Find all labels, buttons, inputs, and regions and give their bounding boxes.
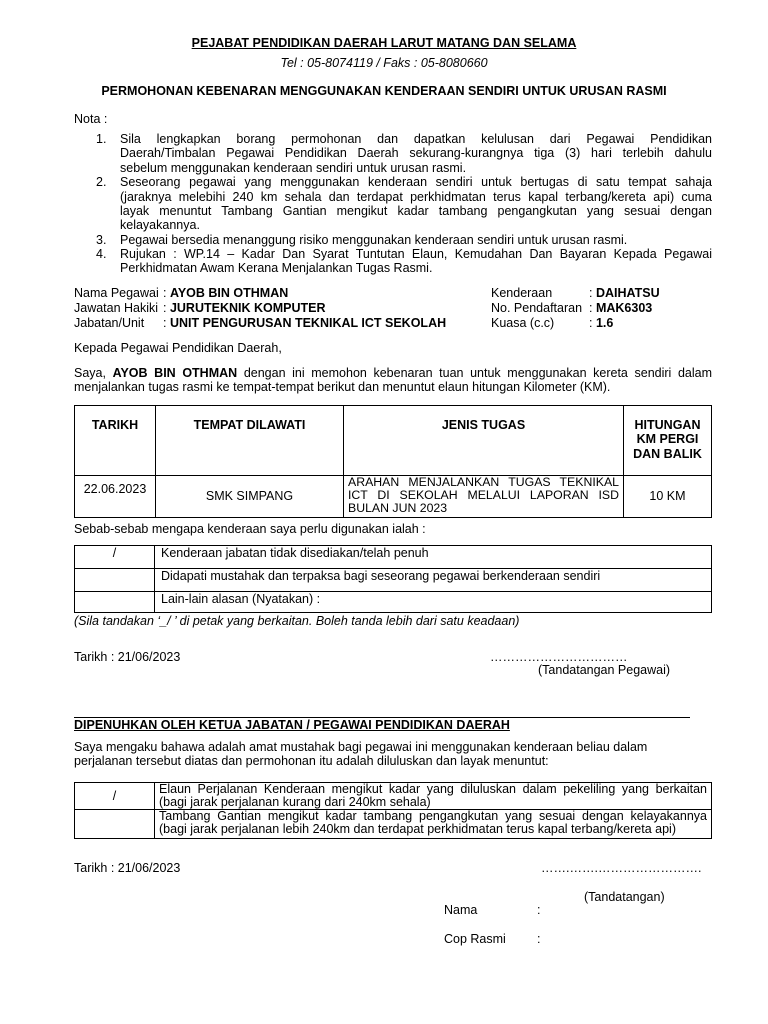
note-number: 3.	[96, 232, 107, 247]
vehicle-colon: : DAIHATSU	[589, 286, 660, 300]
officer-unit-label: Jabatan/Unit	[74, 316, 145, 330]
approval-line-1: Saya mengaku bahawa adalah amat mustahak bagi pegawai ini menggunakan kenderaan beliau dalam	[74, 740, 648, 754]
officer-name-label: Nama Pegawai	[74, 286, 159, 300]
col-header-place: TEMPAT DILAWATI	[156, 406, 344, 476]
reg-label: No. Pendaftaran	[491, 301, 583, 315]
task-line-2: ICT DI SEKOLAH MELALUI LAPORAN ISD	[348, 487, 619, 502]
approval-name-label: Nama	[444, 903, 478, 917]
letter-paragraph	[74, 366, 712, 395]
cc-value: 1.6	[595, 316, 614, 330]
trip-table	[74, 405, 712, 518]
col-header-task: JENIS TUGAS	[344, 406, 624, 476]
approval-checkbox-1[interactable]: /	[75, 783, 155, 810]
reasons-table	[74, 545, 712, 613]
reg-colon: : MAK6303	[589, 301, 653, 315]
approval-option-2-line-1: Tambang Gantian mengikut kadar tambang pengangkutan yang sesuai dengan kelayakannya	[159, 809, 707, 824]
officer-post-colon: : JURUTEKNIK KOMPUTER	[163, 301, 326, 315]
table-row	[75, 569, 712, 592]
reason-text-3: Lain-lain alasan (Nyatakan) :	[155, 592, 712, 613]
note-number: 2.	[96, 175, 107, 190]
note-item	[96, 175, 712, 233]
approval-name-colon: :	[537, 903, 541, 917]
notes-list	[96, 132, 712, 276]
approval-option-1-line-2: (bagi jarak perjalanan kurang dari 240km sehala)	[159, 795, 431, 810]
approval-stamp-label: Cop Rasmi	[444, 932, 506, 946]
applicant-sign-label: (Tandatangan Pegawai)	[538, 663, 671, 677]
approval-option-1-line-1: Elaun Perjalanan Kenderaan mengikut kadar yang diluluskan dalam pekeliling yang berkaitan	[159, 782, 707, 796]
cell-date: 22.06.2023	[75, 476, 156, 518]
approval-checkbox-2[interactable]	[75, 810, 155, 839]
letter-prefix: Saya,	[74, 366, 106, 380]
officer-post-value: JURUTEKNIK KOMPUTER	[169, 301, 326, 315]
salutation: Kepada Pegawai Pendidikan Daerah,	[74, 341, 282, 355]
note-line: sebelum menggunakan kenderaan sendiri untuk urusan rasmi.	[120, 160, 467, 175]
reason-checkbox-2[interactable]	[75, 569, 155, 592]
trip-table-header-row	[75, 406, 712, 476]
cell-km: 10 KM	[624, 476, 712, 518]
note-item	[96, 233, 712, 247]
applicant-sign-dots: ……………………………	[490, 650, 628, 664]
table-row	[75, 476, 712, 518]
officer-post-label: Jawatan Hakiki	[74, 301, 159, 315]
cell-task	[344, 476, 624, 518]
note-line: Daerah/Timbalan Pegawai Pendidikan Daerah sekurang-kurangnya tiga (3) hari terlebih dahulu	[120, 146, 712, 161]
applicant-date: Tarikh : 21/06/2023	[74, 650, 181, 664]
officer-unit-colon: : UNIT PENGURUSAN TEKNIKAL ICT SEKOLAH	[163, 316, 447, 330]
officer-name-colon: : AYOB BIN OTHMAN	[163, 286, 289, 300]
cell-place: SMK SIMPANG	[156, 476, 344, 518]
approval-paragraph	[74, 740, 712, 769]
table-row	[75, 810, 712, 839]
cc-label: Kuasa (c.c)	[491, 316, 555, 330]
letter-line2: menjalankan tugas rasmi ke tempat-tempat berikut dan menuntut elaun hitungan Kilometer (KM).	[74, 380, 611, 395]
col-header-km: HITUNGAN KM PERGI DAN BALIK	[624, 406, 712, 476]
reasons-intro: Sebab-sebab mengapa kenderaan saya perlu digunakan ialah :	[74, 522, 426, 536]
approval-line-2: perjalanan tersebut diatas dan permohonan itu adalah diluluskan dan layak menuntut:	[74, 754, 549, 769]
reason-checkbox-1[interactable]: /	[75, 546, 155, 569]
approval-option-2	[155, 810, 712, 839]
table-row	[75, 592, 712, 613]
table-row	[75, 546, 712, 569]
letter-name: AYOB BIN OTHMAN	[112, 366, 238, 380]
approval-table	[74, 782, 712, 839]
reason-text-2: Didapati mustahak dan terpaksa bagi seseorang pegawai berkenderaan sendiri	[155, 569, 712, 592]
officer-name-value: AYOB BIN OTHMAN	[169, 286, 289, 300]
notes-heading: Nota :	[74, 112, 108, 126]
form-title: PERMOHONAN KEBENARAN MENGGUNAKAN KENDERAAN SENDIRI UNTUK URUSAN RASMI	[101, 84, 667, 98]
note-item	[96, 247, 712, 276]
col-header-date: TARIKH	[75, 406, 156, 476]
approval-option-2-line-2: (bagi jarak perjalanan lebih 240km dan terdapat perkhidmatan terus kapal terbang/kereta api)	[159, 822, 676, 837]
approval-heading: DIPENUHKAN OLEH KETUA JABATAN / PEGAWAI PENDIDIKAN DAERAH	[74, 718, 510, 732]
approval-date: Tarikh : 21/06/2023	[74, 861, 181, 875]
reason-checkbox-3[interactable]	[75, 592, 155, 613]
note-line: layak menuntut Tambang Gantian mengikut kadar tambang pengangkutan yang sesuai dengan	[120, 203, 712, 218]
note-line: (jaraknya melebihi 240 km sehala dan terdapat perkhidmatan terus kapal terbang/kereta api) cuma	[120, 189, 712, 204]
task-line-1: ARAHAN MENJALANKAN TUGAS TEKNIKAL	[348, 475, 619, 489]
office-title: PEJABAT PENDIDIKAN DAERAH LARUT MATANG DAN SELAMA	[191, 36, 577, 50]
approval-sign-label: (Tandatangan)	[584, 890, 665, 904]
note-line: Sila lengkapkan borang permohonan dan dapatkan kelulusan dari Pegawai Pendidikan	[120, 132, 712, 146]
note-line: Pegawai bersedia menanggung risiko menggunakan kenderaan sendiri untuk urusan rasmi.	[120, 232, 628, 247]
office-contact: Tel : 05-8074119 / Faks : 05-8080660	[280, 56, 488, 70]
note-line: Rujukan : WP.14 – Kadar Dan Syarat Tuntutan Elaun, Kemudahan Dan Bayaran Kepada Pegawai	[120, 247, 712, 261]
approval-stamp-colon: :	[537, 932, 541, 946]
approval-option-1	[155, 783, 712, 810]
task-line-3: BULAN JUN 2023	[348, 500, 448, 515]
reg-value: MAK6303	[595, 301, 653, 315]
letter-rest: dengan ini memohon kebenaran tuan untuk menggunakan kereta sendiri dalam	[243, 366, 712, 380]
note-line: Seseorang pegawai yang menggunakan kenderaan sendiri untuk bertugas di satu tempat sahaja	[120, 175, 712, 190]
table-row	[75, 783, 712, 810]
note-number: 4.	[96, 247, 107, 261]
reason-text-1: Kenderaan jabatan tidak disediakan/telah penuh	[155, 546, 712, 569]
approval-sign-dots: …….…….…………………….	[541, 861, 702, 875]
note-number: 1.	[96, 132, 107, 146]
note-line: kelayakannya.	[120, 218, 200, 233]
officer-unit-value: UNIT PENGURUSAN TEKNIKAL ICT SEKOLAH	[169, 316, 447, 330]
vehicle-label: Kenderaan	[491, 286, 553, 300]
cc-colon: : 1.6	[589, 316, 614, 330]
note-line: Perkhidmatan Awam Kerana Menjalankan Tugas Rasmi.	[120, 261, 433, 276]
vehicle-value: DAIHATSU	[595, 286, 660, 300]
reasons-hint: (Sila tandakan ‘_/ ’ di petak yang berkaitan. Boleh tanda lebih dari satu keadaan)	[74, 614, 520, 628]
note-item	[96, 132, 712, 175]
